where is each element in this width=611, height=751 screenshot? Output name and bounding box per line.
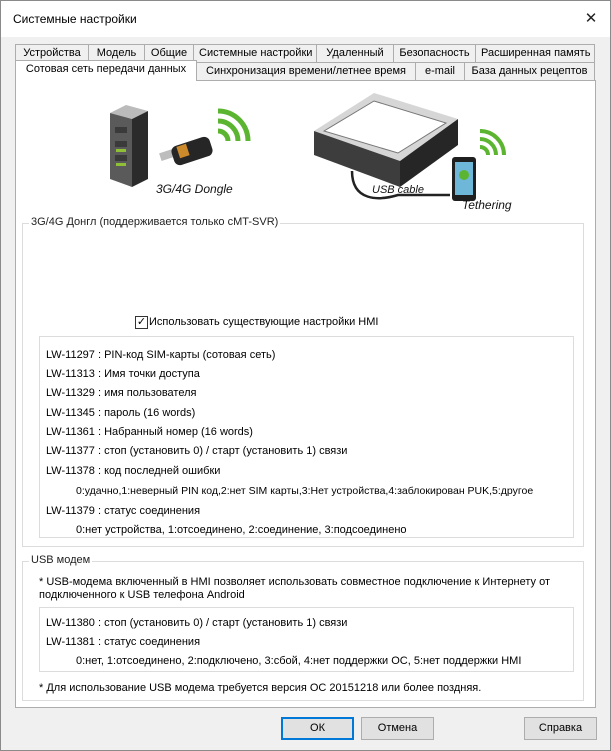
cancel-button[interactable]: Отмена (361, 717, 434, 740)
tab-system-settings[interactable]: Системные настройки (193, 44, 317, 63)
usb-group-title: USB модем (31, 554, 91, 566)
close-icon[interactable]: ✕ (584, 10, 598, 27)
ok-button[interactable]: ОК (281, 717, 354, 740)
list-item: LW-11377 : стоп (установить 0) / старт (установить 1) связи (46, 445, 348, 457)
dongle-group-title: 3G/4G Донгл (поддерживается только cMT-SVR) (31, 216, 279, 228)
title-bar (1, 1, 610, 37)
tab-recipe-database[interactable]: База данных рецептов (464, 62, 595, 81)
usb-note-line-2: подключенного к USB телефона Android (39, 589, 245, 601)
list-item: LW-11361 : Набранный номер (16 words) (46, 426, 253, 438)
list-item: LW-11378 : код последней ошибки (46, 465, 221, 477)
window-title: Системные настройки (13, 12, 137, 26)
tab-row-2 (15, 62, 594, 81)
usb-footnote: * Для использование USB модема требуется версия ОС 20151218 или более поздняя. (39, 682, 482, 694)
tab-email[interactable]: e-mail (415, 62, 465, 81)
list-item-detail: 0:удачно,1:неверный PIN код,2:нет SIM карты,3:Нет устройства,4:заблокирован PUK,5:другое (76, 485, 534, 497)
phone-icon (452, 157, 476, 201)
dongle-groupbox (22, 216, 584, 547)
signal-icon (480, 131, 504, 155)
usb-modem-groupbox (22, 554, 584, 701)
tab-model[interactable]: Модель (88, 44, 145, 63)
list-item: LW-11381 : статус соединения (46, 636, 201, 648)
usb-note-line-1: * USB-модема включенный в HMI позволяет использовать совместное подключение к Интернету от (39, 576, 551, 588)
tab-general[interactable]: Общие (144, 44, 194, 63)
tab-devices[interactable]: Устройства (15, 44, 89, 63)
usb-cable-label: USB cable (372, 184, 424, 196)
hmi-panel-icon (314, 93, 458, 187)
list-item: LW-11329 : имя пользователя (46, 387, 197, 399)
dongle-label: 3G/4G Dongle (156, 182, 233, 196)
modem-box-icon (110, 105, 148, 187)
dongle-address-list (39, 336, 574, 538)
use-hmi-settings-checkbox[interactable]: ✓ (136, 316, 147, 328)
list-item: LW-11313 : Имя точки доступа (46, 368, 200, 380)
tab-extended-memory[interactable]: Расширенная память (475, 44, 595, 63)
tab-remote[interactable]: Удаленный (316, 44, 394, 63)
list-item: LW-11297 : PIN-код SIM-карты (сотовая сеть) (46, 349, 276, 361)
list-item: LW-11379 : статус соединения (46, 505, 201, 517)
list-item-detail: 0:нет устройства, 1:отсоединено, 2:соединение, 3:подсоединено (76, 524, 407, 536)
tab-time-sync[interactable]: Синхронизация времени/летнее время (196, 62, 416, 81)
help-button[interactable]: Справка (524, 717, 597, 740)
list-item: LW-11380 : стоп (установить 0) / старт (установить 1) связи (46, 617, 348, 629)
list-item: LW-11345 : пароль (16 words) (46, 407, 196, 419)
signal-icon (218, 111, 248, 141)
use-hmi-settings-label[interactable]: Использовать существующие настройки HMI (149, 316, 379, 328)
list-item-detail: 0:нет, 1:отсоединено, 2:подключено, 3:сбой, 4:нет поддержки ОС, 5:нет поддержки HMI (76, 655, 522, 667)
tab-panel (15, 80, 596, 708)
tethering-label: Tethering (462, 198, 512, 212)
tab-cellular-data[interactable]: Сотовая сеть передачи данных (15, 60, 197, 81)
tab-security[interactable]: Безопасность (393, 44, 476, 63)
usb-dongle-icon (159, 135, 214, 166)
usb-address-list (39, 607, 574, 672)
